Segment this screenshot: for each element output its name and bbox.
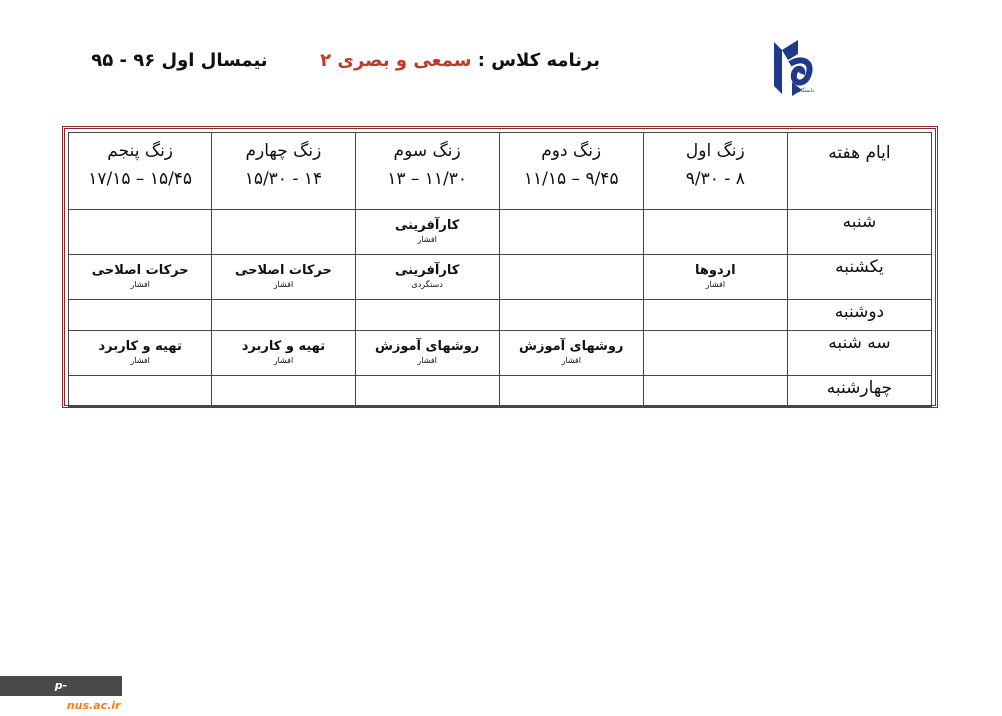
- teacher-name: افشار: [273, 356, 294, 365]
- class-cell: [212, 210, 355, 255]
- teacher-name: افشار: [130, 356, 150, 365]
- class-cell: [499, 376, 643, 407]
- class-name: سمعی و بصری ۲: [320, 50, 472, 71]
- teacher-name: افشار: [561, 356, 581, 365]
- class-cell: [355, 331, 499, 376]
- teacher-name: افشار: [417, 235, 437, 244]
- class-cell: [355, 300, 499, 331]
- bell-header: زنگ دوم ۹/۴۵ – ۱۱/۱۵: [499, 133, 643, 210]
- day-column-header: ایام هفته: [787, 133, 931, 210]
- class-cell: [643, 331, 787, 376]
- class-cell: [212, 376, 355, 407]
- schedule-table: [68, 132, 932, 407]
- class-cell: [69, 300, 212, 331]
- class-cell: [355, 376, 499, 407]
- class-cell: [69, 255, 212, 300]
- class-cell: [643, 210, 787, 255]
- bell-header: زنگ اول ۸ - ۹/۳۰: [643, 133, 787, 210]
- course-name: کارآفرینی: [394, 263, 460, 278]
- course-name: کارآفرینی: [394, 218, 460, 233]
- site-prefix: p-safadasht.: [1, 679, 68, 712]
- title-prefix: برنامه کلاس :: [477, 50, 600, 71]
- course-name: روشهای آموزش: [519, 339, 624, 354]
- class-cell: [643, 300, 787, 331]
- day-cell: چهارشنبه: [787, 376, 931, 407]
- day-cell: شنبه: [787, 210, 931, 255]
- course-name: تهیه و کاربرد: [241, 339, 326, 354]
- class-cell: [69, 376, 212, 407]
- teacher-name: افشار: [705, 280, 726, 289]
- teacher-name: افشار: [417, 356, 437, 365]
- class-cell: [355, 210, 499, 255]
- site-domain: nus.ac.ir: [66, 699, 121, 712]
- class-cell: [499, 331, 643, 376]
- table-row: [69, 376, 932, 407]
- class-cell: [355, 255, 499, 300]
- bell-header: زنگ پنجم ۱۵/۴۵ – ۱۷/۱۵: [69, 133, 212, 210]
- header-row: [69, 133, 932, 210]
- semester-label: نیمسال اول ۹۶ - ۹۵: [91, 50, 268, 71]
- class-cell: [69, 210, 212, 255]
- course-name: روشهای آموزش: [374, 339, 480, 354]
- table-row: [69, 255, 932, 300]
- day-cell: سه شنبه: [787, 331, 931, 376]
- class-cell: [499, 300, 643, 331]
- table-row: [69, 300, 932, 331]
- class-cell: [499, 255, 643, 300]
- course-name: تهیه و کاربرد: [98, 339, 182, 354]
- class-cell: [69, 331, 212, 376]
- university-logo-icon: [768, 36, 820, 100]
- class-cell: [643, 376, 787, 407]
- class-cell: [212, 300, 355, 331]
- website-badge: [0, 676, 122, 712]
- class-cell: [643, 255, 787, 300]
- teacher-name: افشار: [130, 280, 150, 289]
- day-cell: یکشنبه: [787, 255, 931, 300]
- schedule-frame: [62, 126, 938, 408]
- day-cell: دوشنبه: [787, 300, 931, 331]
- course-name: حرکات اصلاحی: [91, 263, 189, 278]
- course-name: اردوها: [695, 263, 736, 278]
- course-name: حرکات اصلاحی: [234, 263, 332, 278]
- teacher-name: افشار: [273, 280, 294, 289]
- class-cell: [212, 255, 355, 300]
- class-cell: [499, 210, 643, 255]
- teacher-name: دستگردی: [411, 280, 443, 289]
- table-row: [69, 331, 932, 376]
- table-row: [69, 210, 932, 255]
- page-title: [91, 50, 600, 76]
- class-cell: [212, 331, 355, 376]
- svg-text:دانشگاه: دانشگاه: [798, 88, 815, 94]
- bell-header: زنگ چهارم ۱۴ - ۱۵/۳۰: [212, 133, 355, 210]
- bell-header: زنگ سوم ۱۱/۳۰ – ۱۳: [355, 133, 499, 210]
